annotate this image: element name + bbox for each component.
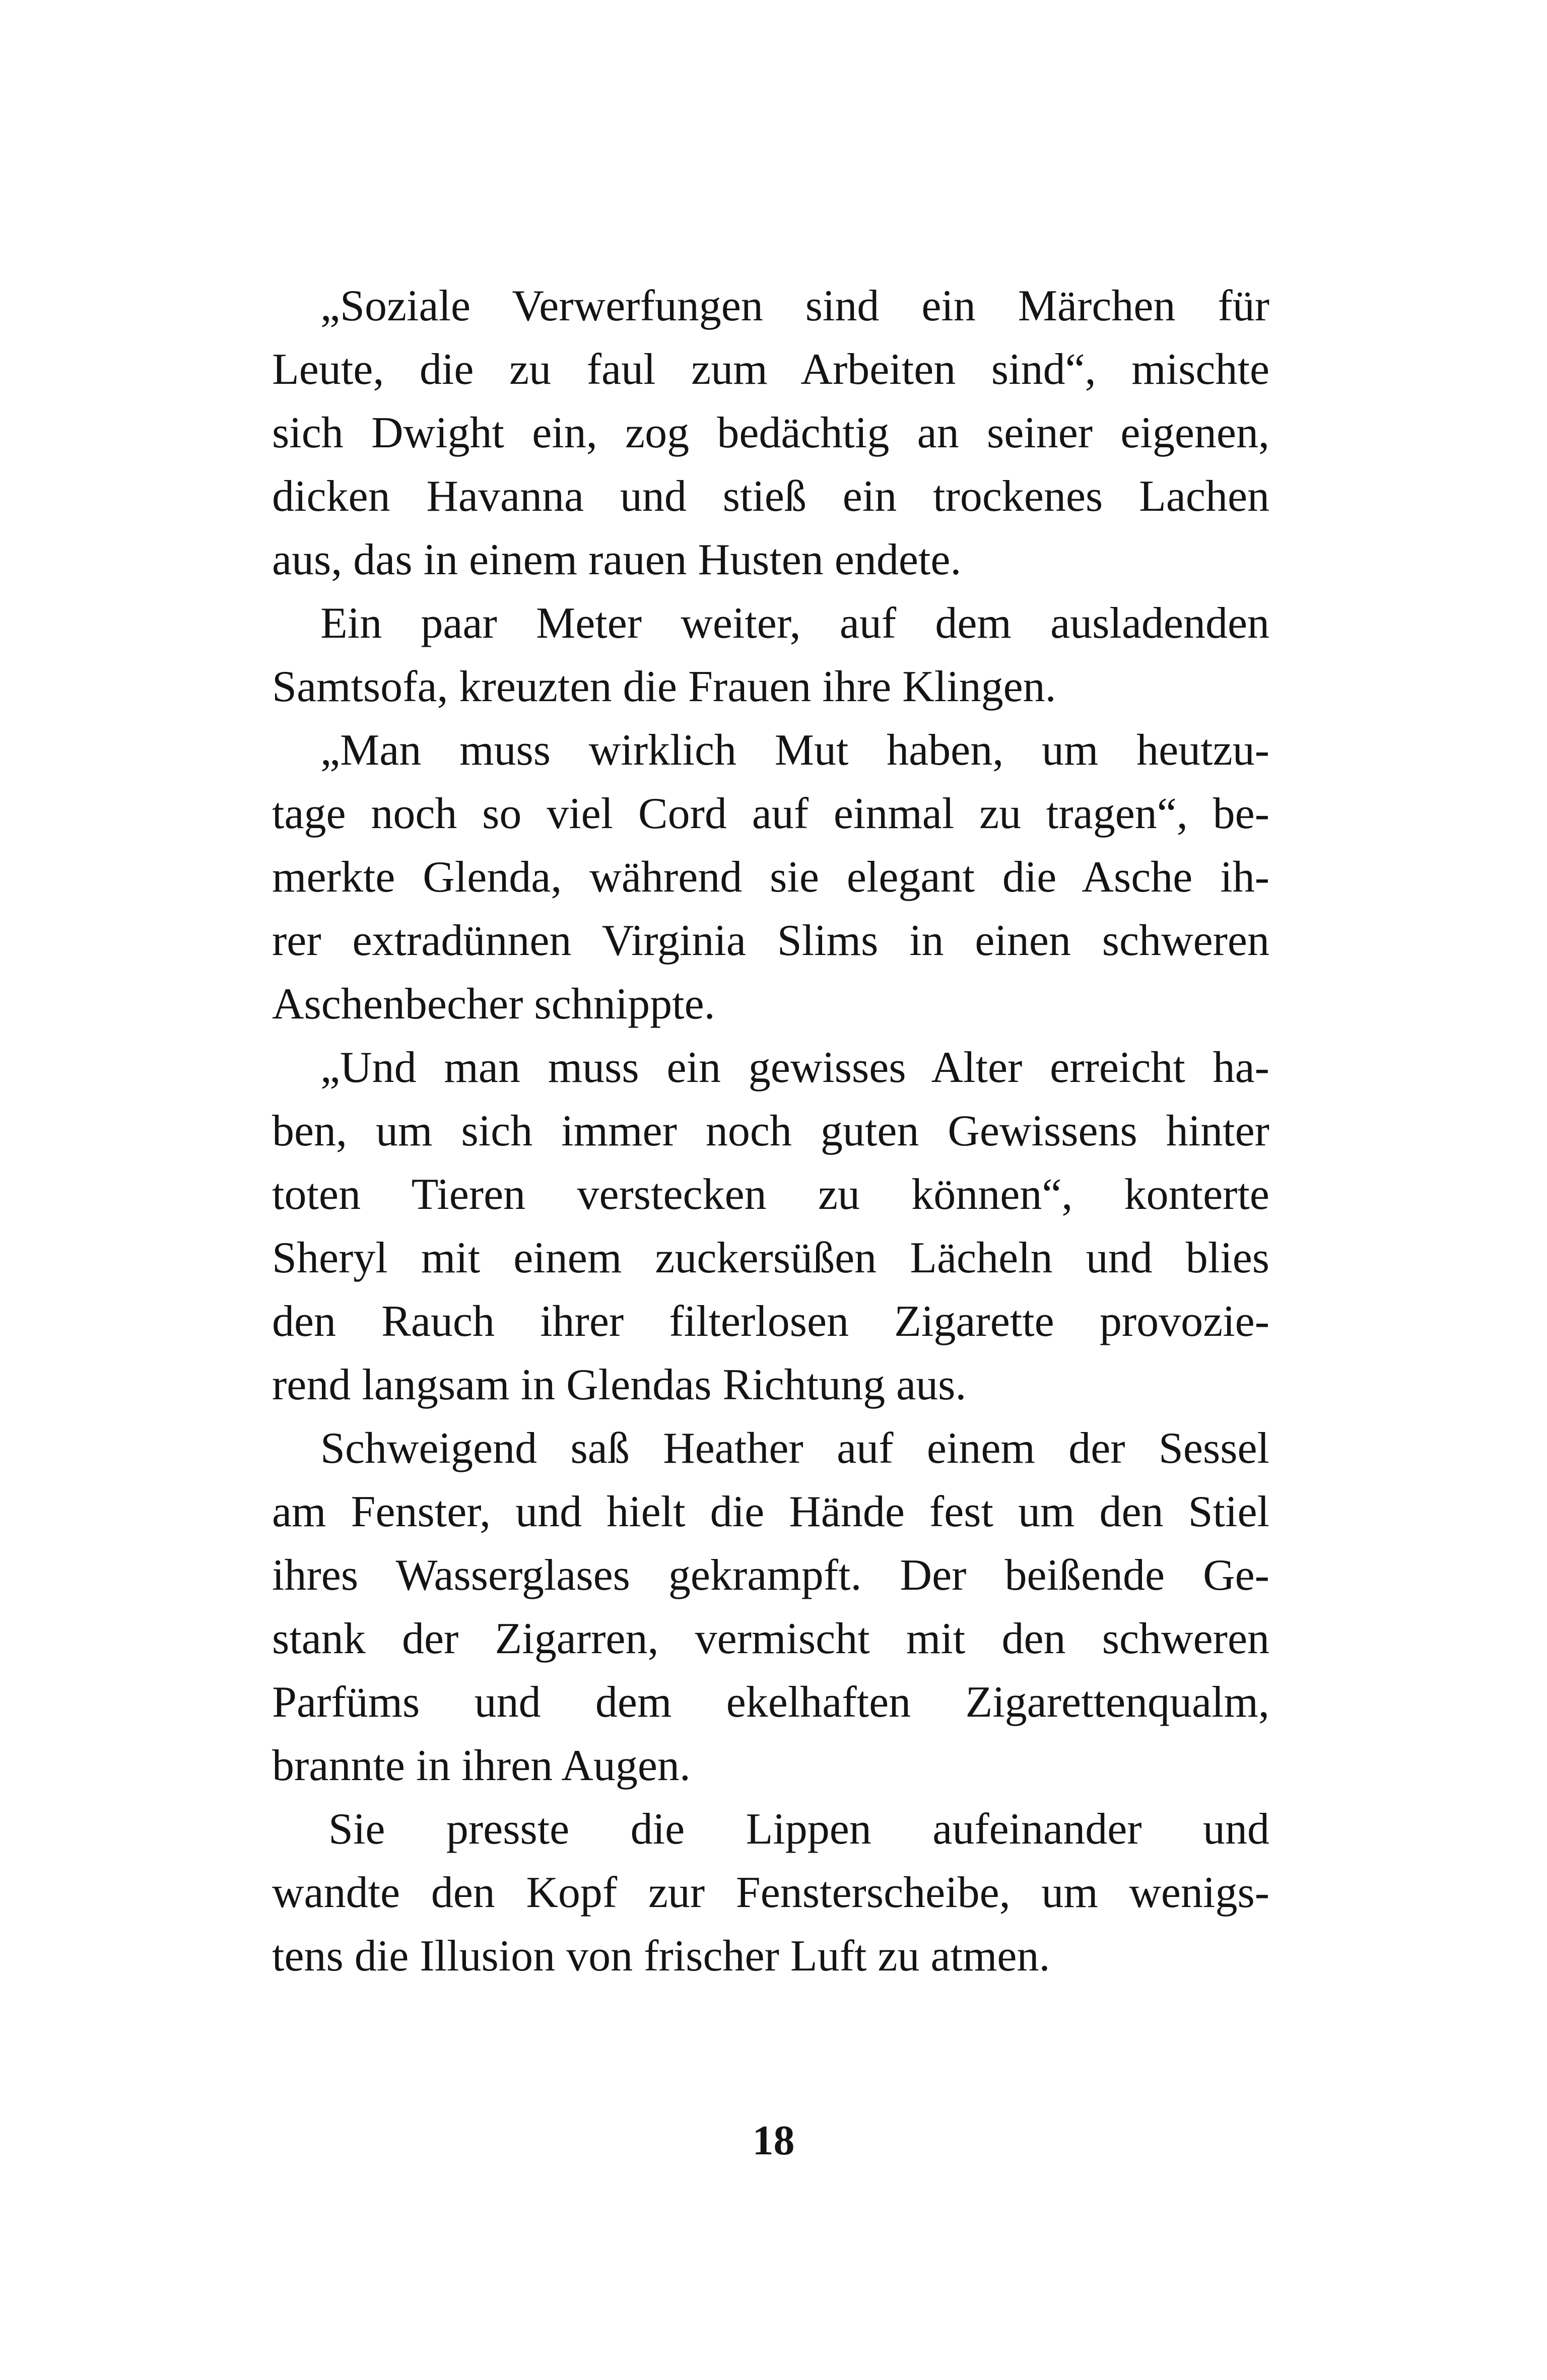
page-number: 18 bbox=[752, 2117, 795, 2164]
text-line: am Fenster, und hielt die Hände fest um den Stiel bbox=[272, 1487, 1269, 1536]
text-line: dicken Havanna und stieß ein trockenes Lachen bbox=[272, 472, 1269, 521]
text-line: Leute, die zu faul zum Arbeiten sind“, mischte bbox=[272, 345, 1269, 394]
text-line: aus, das in einem rauen Husten endete. bbox=[272, 535, 962, 584]
text-line: Aschenbecher schnippte. bbox=[272, 980, 715, 1029]
text-line: tens die Illusion von frischer Luft zu atmen. bbox=[272, 1932, 1050, 1981]
text-line: tage noch so viel Cord auf einmal zu tragen“, be- bbox=[272, 789, 1269, 838]
text-line: sich Dwight ein, zog bedächtig an seiner eigenen, bbox=[272, 409, 1269, 457]
paragraph bbox=[272, 275, 1269, 592]
text-line: Ein paar Meter weiter, auf dem ausladenden bbox=[320, 599, 1269, 648]
body-text bbox=[272, 275, 1269, 1988]
text-line: „Und man muss ein gewisses Alter erreicht ha- bbox=[320, 1043, 1269, 1092]
paragraph bbox=[272, 1798, 1269, 1988]
paragraph bbox=[272, 592, 1269, 719]
text-line: Sie presste die Lippen aufeinander und bbox=[328, 1805, 1269, 1854]
text-line: Schweigend saß Heather auf einem der Sessel bbox=[320, 1424, 1269, 1473]
text-line: Samtsofa, kreuzten die Frauen ihre Klingen. bbox=[272, 662, 1056, 711]
text-line: ihres Wasserglases gekrampft. Der beißende Ge- bbox=[272, 1551, 1269, 1600]
text-line: wandte den Kopf zur Fensterscheibe, um wenigs- bbox=[272, 1868, 1269, 1917]
text-line: rer extradünnen Virginia Slims in einen schweren bbox=[272, 916, 1269, 965]
text-line: toten Tieren verstecken zu können“, konterte bbox=[272, 1170, 1269, 1219]
text-line: stank der Zigarren, vermischt mit den schweren bbox=[272, 1614, 1269, 1663]
text-line: brannte in ihren Augen. bbox=[272, 1741, 691, 1790]
text-line: den Rauch ihrer filterlosen Zigarette provozie- bbox=[272, 1297, 1269, 1346]
text-line: Parfüms und dem ekelhaften Zigarettenqualm, bbox=[272, 1678, 1269, 1727]
text-line: ben, um sich immer noch guten Gewissens hinter bbox=[272, 1107, 1269, 1155]
text-line: Sheryl mit einem zuckersüßen Lächeln und blies bbox=[272, 1234, 1269, 1282]
text-line: merkte Glenda, während sie elegant die Asche ih- bbox=[272, 853, 1269, 902]
paragraph bbox=[272, 719, 1269, 1036]
text-line: „Man muss wirklich Mut haben, um heutzu- bbox=[320, 726, 1269, 775]
text-line: „Soziale Verwerfungen sind ein Märchen für bbox=[320, 282, 1269, 330]
paragraph bbox=[272, 1036, 1269, 1417]
text-line: rend langsam in Glendas Richtung aus. bbox=[272, 1361, 967, 1409]
paragraph bbox=[272, 1417, 1269, 1798]
